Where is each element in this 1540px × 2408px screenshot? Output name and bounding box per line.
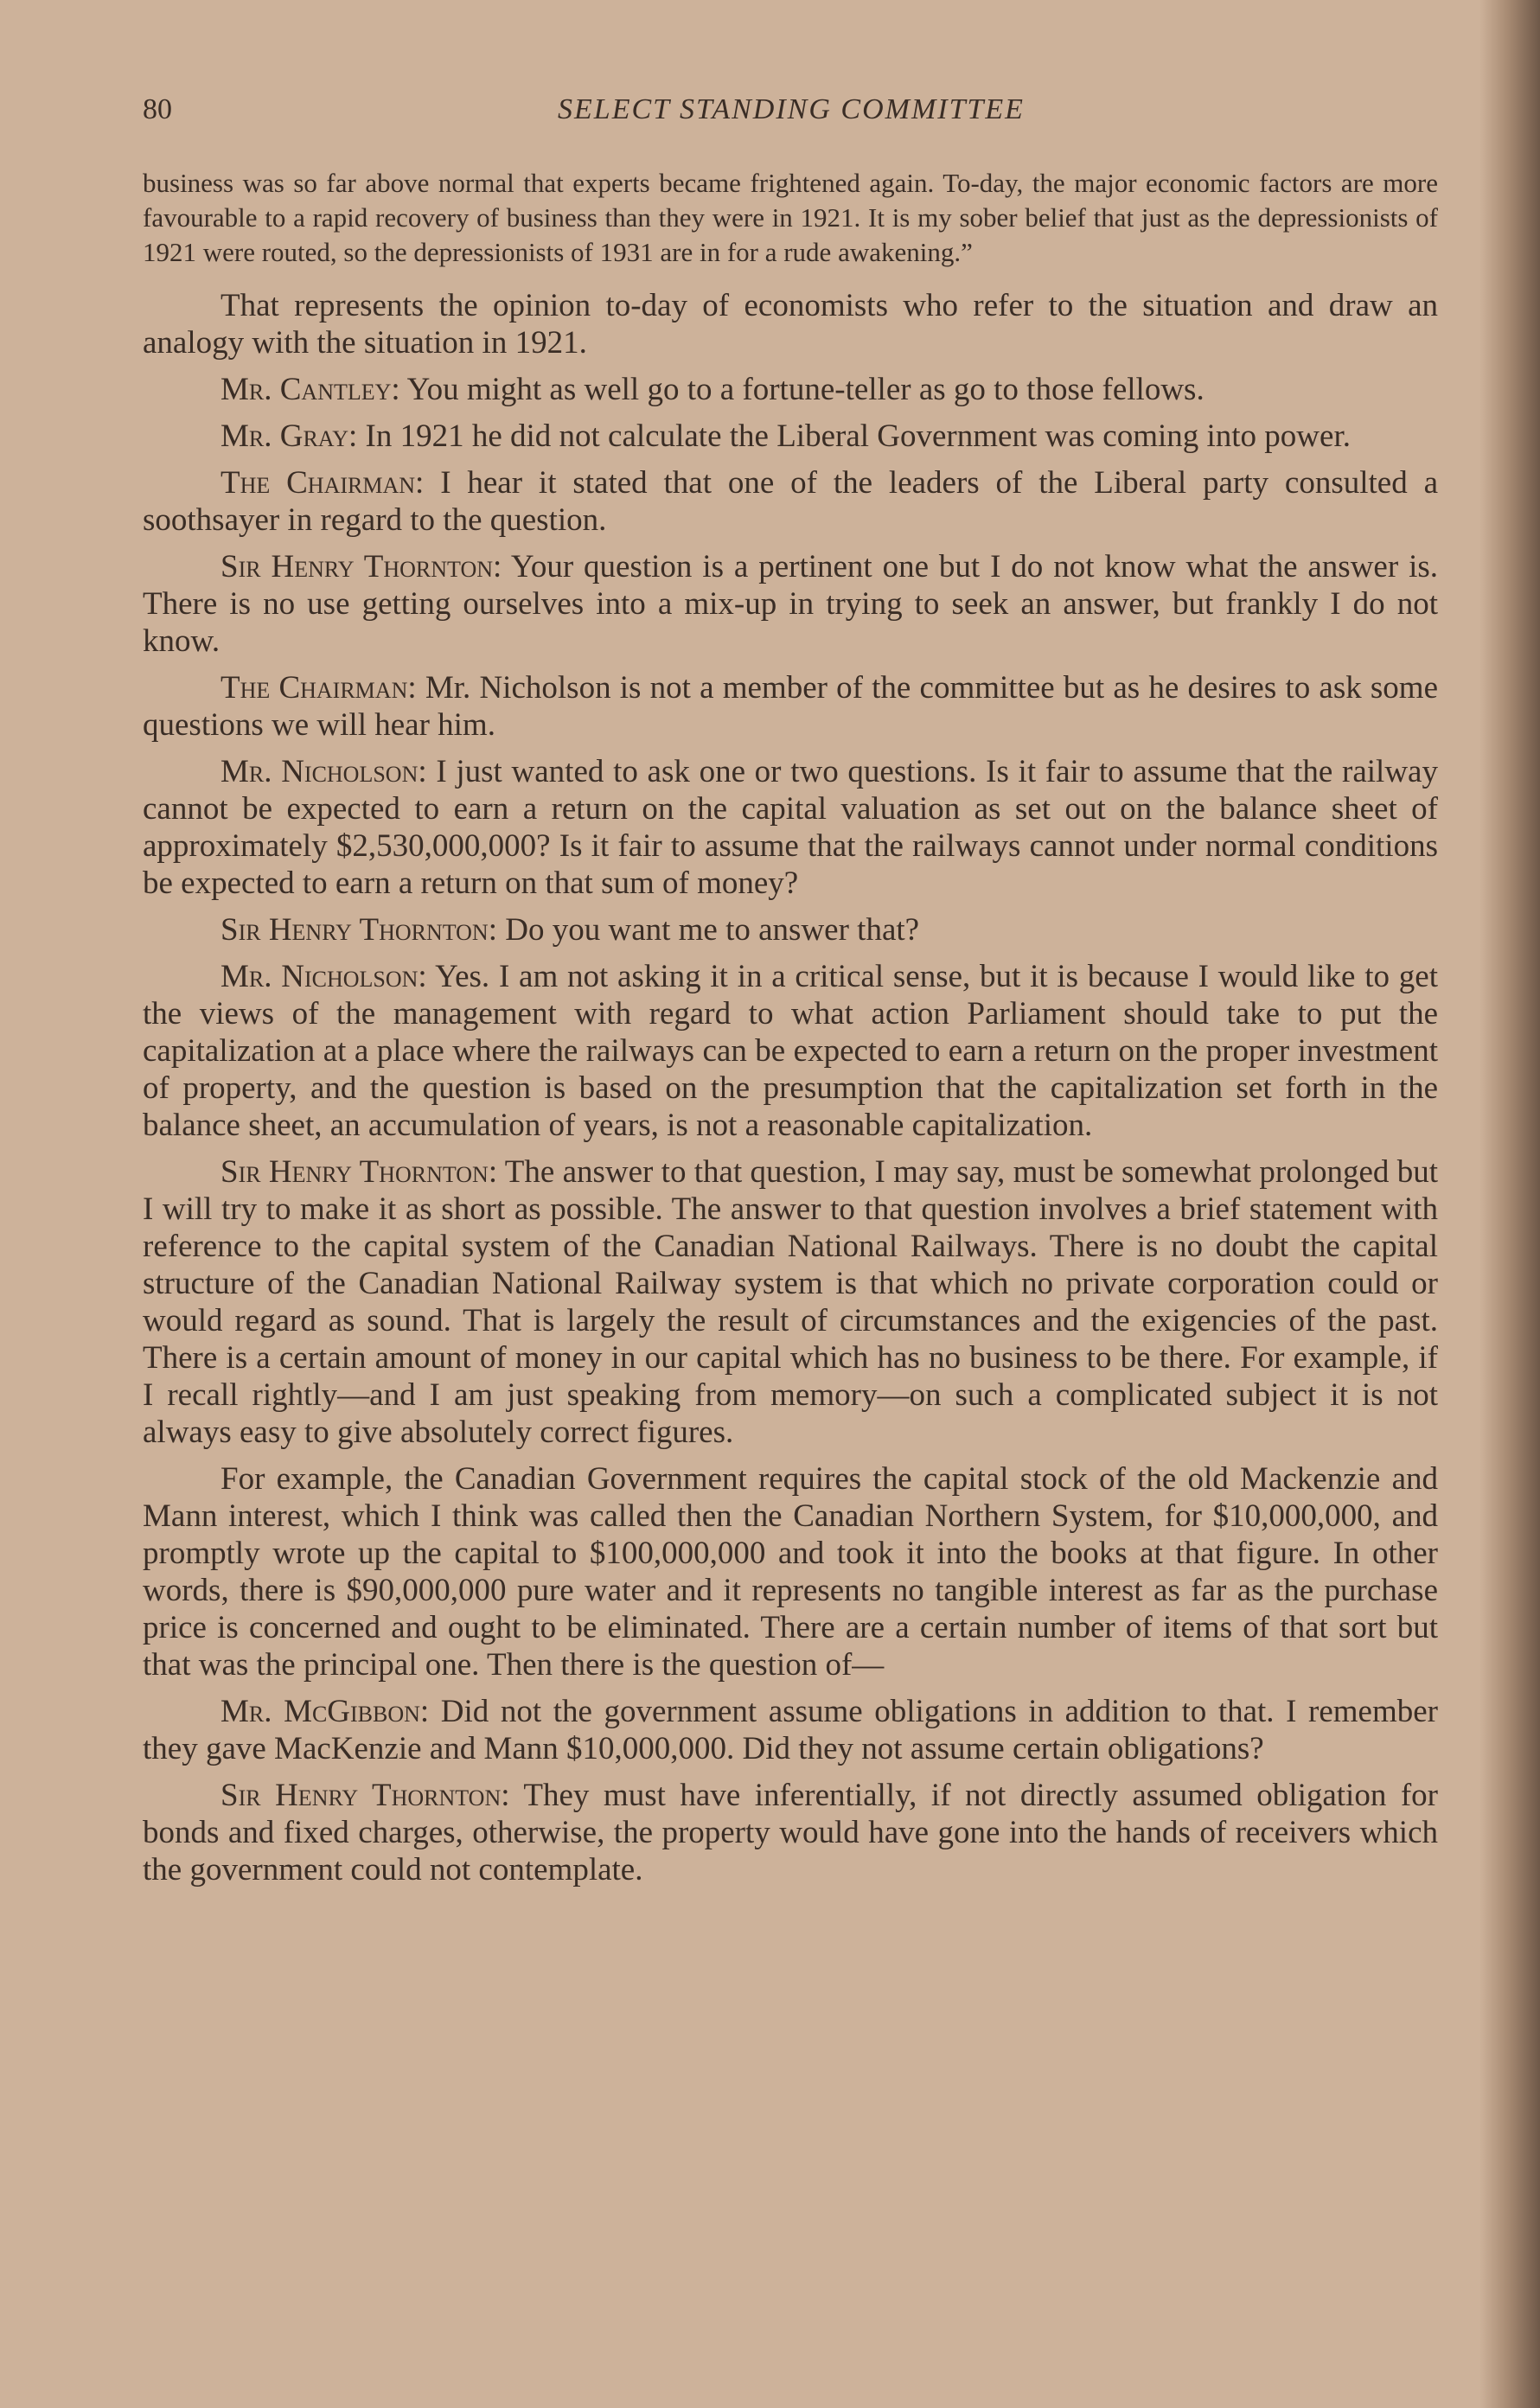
speaker-name: The Chairman:	[220, 670, 417, 706]
paragraph	[143, 548, 1438, 660]
paragraph-text: Did not the government assume obligations in addition to that. I remember they gave MacKenzie and Mann $10,000,000. Did they not assume certain obligations?	[143, 1694, 1438, 1766]
paragraph-text: They must have inferentially, if not directly assumed obligation for bonds and fixed charges, otherwise, the property would have gone into the hands of receivers which the government could not contemplate.	[143, 1778, 1438, 1887]
page-edge-shadow	[1479, 0, 1540, 2408]
speaker-name: Mr. Cantley:	[220, 372, 400, 407]
speaker-name: The Chairman:	[220, 465, 425, 501]
paragraph	[143, 669, 1438, 744]
page-number: 80	[143, 93, 172, 125]
paragraph	[143, 464, 1438, 539]
paragraph	[143, 753, 1438, 902]
paragraph-text: Mr. Nicholson is not a member of the committee but as he desires to ask some questions we will hear him.	[143, 670, 1439, 743]
quoted-passage: business was so far above normal that experts became frightened again. To-day, the major economic factors are more favourable to a rapid recovery of business than they were in 1921. It is my sober belief that just as the depressionists of 1921 were routed, so the depressionists of 1931 are in for a rude awakening.”	[143, 168, 1438, 267]
paragraph	[143, 958, 1438, 1144]
speaker-name: Mr. Nicholson:	[220, 754, 427, 789]
paragraph-text: That represents the opinion to-day of economists who refer to the situation and draw an analogy with the situation in 1921.	[143, 288, 1438, 361]
paragraph-text: I hear it stated that one of the leaders of the Liberal party consulted a soothsayer in regard to the question.	[143, 465, 1438, 538]
speaker-name: Mr. Gray:	[220, 418, 358, 454]
paragraph-text: You might as well go to a fortune-teller as go to those fellows.	[406, 372, 1205, 407]
speaker-name: Sir Henry Thornton:	[220, 1154, 498, 1190]
page-header	[143, 93, 1440, 137]
paragraph-text: I just wanted to ask one or two questions. Is it fair to assume that the railway cannot be expected to earn a return on the capital valuation as set out on the balance sheet of approximately $2,530,000,000? Is it fair to assume that the railways cannot under normal conditions be expected to earn a return on that sum of money?	[143, 754, 1438, 901]
paragraph-text: The answer to that question, I may say, must be somewhat prolonged but I will try to make it as short as possible. The answer to that question involves a brief statement with reference to the capital system of the Canadian National Railways. There is no doubt the capital structure of the Canadian National Railway system is that which no private corporation could or would regard as sound. That is largely the result of circumstances and the exigencies of the past. There is a certain amount of money in our capital which has no business to be there. For example, if I recall rightly—and I am just speaking from memory—on such a complicated subject it is not always easy to give absolutely correct figures.	[143, 1154, 1438, 1450]
speaker-name: Mr. McGibbon:	[220, 1694, 430, 1729]
running-title: SELECT STANDING COMMITTEE	[558, 93, 1025, 125]
paragraph	[143, 911, 1438, 949]
paragraph	[143, 1153, 1438, 1451]
paragraph-text: Do you want me to answer that?	[505, 912, 920, 948]
paragraph	[143, 1777, 1438, 1888]
paragraph-text: For example, the Canadian Government requires the capital stock of the old Mackenzie and Mann interest, which I think was called then the Canadian Northern System, for $10,000,000, and promptly wrote up the capital to $100,000,000 and took it into the books at that figure. In other words, there is $90,000,000 pure water and it represents no tangible interest as far as the purchase price is concerned and ought to be eliminated. There are a certain number of items of that sort but that was the principal one. Then there is the question of—	[143, 1461, 1438, 1683]
speaker-name: Mr. Nicholson:	[220, 959, 427, 994]
paragraph-text: In 1921 he did not calculate the Liberal Government was coming into power.	[365, 418, 1351, 454]
paragraph	[143, 1693, 1438, 1767]
page-body	[143, 166, 1438, 1898]
paragraph-text: Yes. I am not asking it in a critical sense, but it is because I would like to get the views of the management with regard to what action Parliament should take to put the capitalization at a place where the railways can be expected to earn a return on the proper investment of property, and the question is based on the presumption that the capitalization set forth in the balance sheet, an accumulation of years, is not a reasonable capitalization.	[143, 959, 1438, 1143]
paragraph	[143, 1460, 1438, 1683]
speaker-name: Sir Henry Thornton:	[220, 549, 502, 584]
paragraph	[143, 371, 1438, 408]
paragraph	[143, 418, 1438, 455]
speaker-name: Sir Henry Thornton:	[220, 1778, 510, 1813]
paragraph-text: Your question is a pertinent one but I do not know what the answer is. There is no use getting ourselves into a mix-up in trying to seek an answer, but frankly I do not know.	[143, 549, 1438, 659]
paragraph	[143, 287, 1438, 361]
speaker-name: Sir Henry Thornton:	[220, 912, 497, 948]
